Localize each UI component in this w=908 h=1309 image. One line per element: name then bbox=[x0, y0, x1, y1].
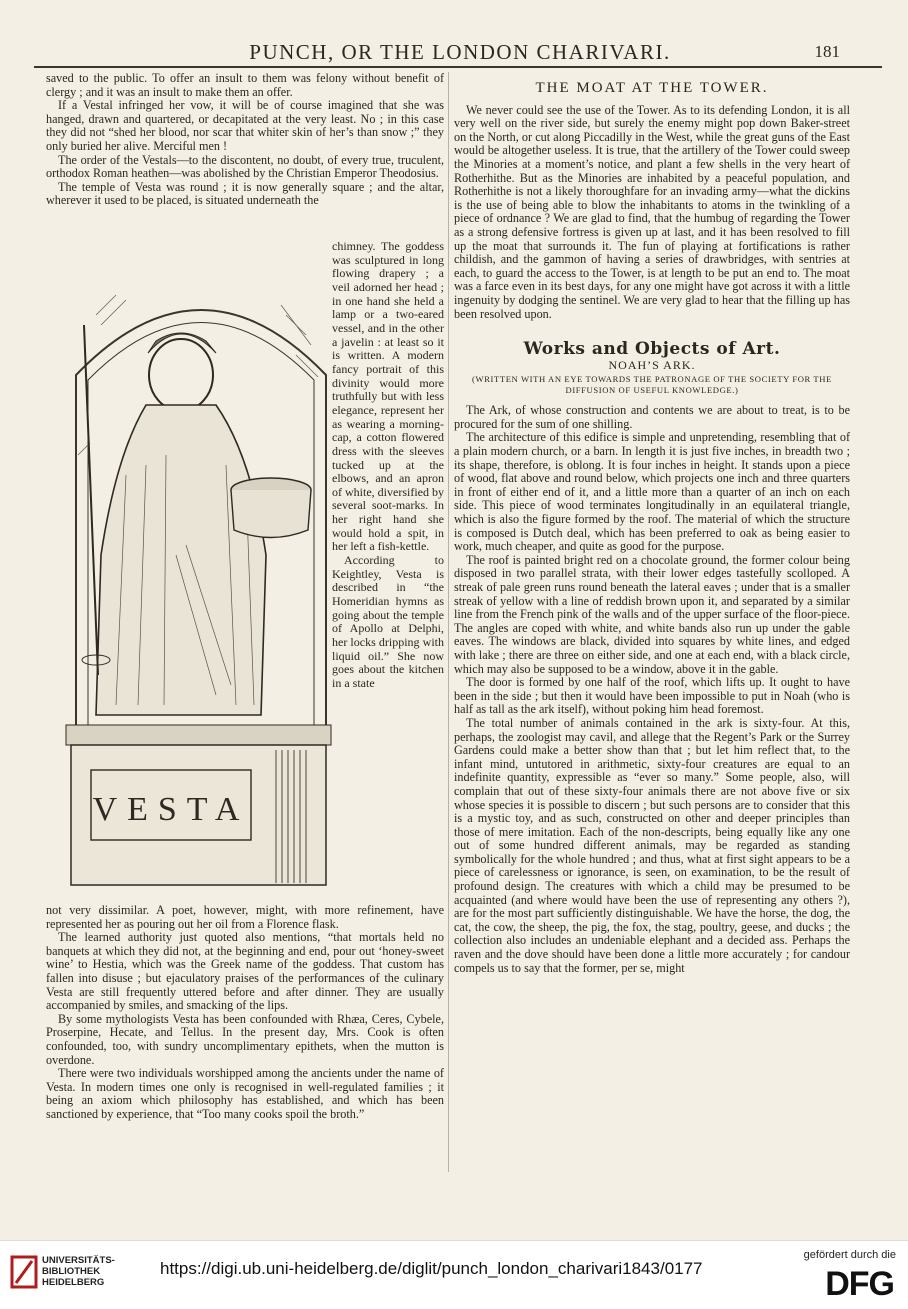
header-rule bbox=[34, 66, 882, 68]
library-seal-icon bbox=[10, 1253, 40, 1293]
right-column bbox=[454, 72, 850, 975]
paragraph: The order of the Vestals—to the discontent, no doubt, of every true, truculent, orthodox Roman heathen—was abolished by the Christian Emperor Theodosius. bbox=[46, 152, 444, 181]
article-heading: THE MOAT AT THE TOWER. bbox=[535, 80, 769, 96]
library-name-line: HEIDELBERG bbox=[42, 1277, 105, 1288]
paragraph: According to Keightley, Vesta is described in “the Homeridian hymns as going about the temple of Apollo at Delphi, her locks dripping with liquid oil.” She now goes about the kitchen in a state bbox=[332, 553, 444, 690]
vesta-illustration bbox=[56, 255, 346, 900]
paragraph: The architecture of this edifice is simple and unpretending, resembling that of a plain modern church, or a barn. In length it is just five inches, in breadth two ; its shape, therefore, is oblong. It is four inches in height. It stands upon a piece of wood, flat above and round below, which projects one inch and three quarters in front of either end of it, and a little more than a quarter of an inch on each side. This piece of wood terminates longitudinally in an equilateral triangle, which is also the figure formed by the roof. The material of which the structure is composed is Dutch deal, which has been preferred to oak as being easier to work, much cheaper, and quite as good for the purpose. bbox=[454, 430, 850, 554]
permalink[interactable]: https://digi.ub.uni-heidelberg.de/diglit/punch_london_charivari1843/0177 bbox=[160, 1259, 703, 1278]
library-name-line: BIBLIOTHEK bbox=[42, 1266, 101, 1277]
left-column bbox=[46, 72, 444, 208]
paragraph: We never could see the use of the Tower. As to its defending London, it is all very well on the river side, but surely the enemy might pop down Baker-street on the North, or cut along Piccadilly in the West, while the great guns of the East would be altogether useless. It is true, that the artillery of the Tower could sweep the Minories at a moment’s notice, and plant a few shells in the very heart of Rotherhithe. But as the Minories are inhabited by a peaceful population, and Rotherhithe is not a likely thoroughfare for an invading army—what the dickins is the use of being able to blow the inhabitants to atoms in the twinkling of a piece of ordnance ? We are glad to find, that the humbug of regarding the Tower as a strong defensive fortress is given up at last, and it has been resolved to fill up the moat that surrounds it. The fun of playing at fortifications is rather childish, and the gammon of having a series of drawbridges, with sentries at each, to guard the access to the Tower, is at length to be put an end to. The moat was a farce even in its best days, for any one might have got across it with a little ingenuity by dodging the sentinel. We are very glad to hear that the filling up has been resolved upon. bbox=[454, 102, 850, 321]
library-name bbox=[42, 1255, 115, 1288]
page-title: PUNCH, OR THE LONDON CHARIVARI. bbox=[249, 40, 671, 64]
paragraph: The door is formed by one half of the roof, which lifts up. It ought to have been in the side ; but then it would have been impossible to put in Noah (who is half as tall as the ark itself), without poking him head foremost. bbox=[454, 675, 850, 717]
section-heading: Works and Objects of Art. bbox=[523, 339, 781, 360]
paragraph: The total number of animals contained in the ark is sixty-four. At this, perhaps, the zoologist may cavil, and allege that the Regent’s Park or the Surrey Gardens could make a better show than that ; but let him reflect that, to the infant mind, untutored in arithmetic, sixty-four creatures are equal to an indefinite quantity, expressible as “ever so many.” Some people, also, will complain that out of these sixty-four animals there are not above five or six whose species it is possible to discern ; but such persons are to consider that this is a mystic toy, and as such, constructed on other and deeper principles than those of mere imitation. Each of the non-descripts, being equally like any one out of some hundred different animals, may be regarded as standing symbolically for the whole hundred ; and thus, what at first sight appears to be a piece of carelessness or ignorance, is seen, on examination, to be the result of profound design. The creatures with which a child may be presumed to be acquainted (and where would have been the use of representing any others ?), are for the most part sufficiently distinguishable. We have the horse, the dog, the cat, the cow, the sheep, the pig, the fox, the stag, poultry, geese, and ducks ; the collection also includes an undeniable elephant and a decided ass. Perhaps the raven and the dove should have been done a little more accurately ; for candour compels us to say that the former, per se, might bbox=[454, 715, 850, 975]
paragraph: The learned authority just quoted also mentions, “that mortals held no banquets at which they did not, at the beginning and end, pour out ‘honey-sweet wine’ to Hestia, which was the Greek name of the goddess. That custom has fallen into disuse ; but ejaculatory praises of the performances of the culinary Vesta are still frequently uttered before and after dinner. They are usually accompanied by smiles, and smacking of the lips. bbox=[46, 930, 444, 1013]
article-subtitle: NOAH’S ARK. bbox=[608, 357, 696, 372]
paragraph: saved to the public. To offer an insult to them was felony without benefit of clergy ; and it was an insult to make them an offer. bbox=[46, 71, 444, 99]
funding-label: gefördert durch die bbox=[803, 1249, 896, 1261]
paragraph: not very dissimilar. A poet, however, might, with more refinement, have represented her as pouring out her oil from a Florence flask. bbox=[46, 903, 444, 931]
paragraph: chimney. The goddess was sculptured in long flowing drapery ; a veil adorned her head ; in one hand she held a lamp or a two-eared vessel, and in the other a javelin : at least so it is written. A modern fancy portrait of this divinity would more truthfully but with less elegance, represent her as wearing a morning-cap, a cotton flowered dress with the sleeves tucked up at the elbows, and an apron of white, diversified by several soot-marks. In her right hand she would hold a spit, in her left a fish-kettle. bbox=[332, 239, 444, 554]
page-number: 181 bbox=[814, 42, 840, 61]
left-column-bottom bbox=[46, 904, 444, 1122]
paragraph: If a Vestal infringed her vow, it will be of course imagined that she was hanged, drawn and quartered, or decapitated at the very least. No ; in this case they did not “shed her blood, nor scar that whiter skin of her’s than snow ;” they only buried her alive. Merciful men ! bbox=[46, 98, 444, 153]
article-note: (WRITTEN WITH AN EYE TOWARDS THE PATRONAGE OF THE SOCIETY FOR THE DIFFUSION OF USEFUL KNOWLEDGE.) bbox=[472, 374, 832, 396]
paragraph: The Ark, of whose construction and contents we are about to treat, is to be procured for the sum of one shilling. bbox=[454, 403, 850, 431]
paragraph: By some mythologists Vesta has been confounded with Rhæa, Ceres, Cybele, Proserpine, Hecate, and Tellus. In the present day, Mrs. Cook is often confounded, too, with sundry uncomplimentary epithets, when the mutton is overdone. bbox=[46, 1011, 444, 1067]
paragraph: The roof is painted bright red on a chocolate ground, the former colour being disposed in two parallel strata, with their lower edges tastefully scolloped. A streak of pale green runs round beneath the lateral eaves ; under that is a smaller streak of yellow with a line of reddish brown upon it, and separated by a similar line from the French pink of the walls and of the upper surface of the floor-piece. The angles are coped with white, and white bands also run up under the gable eaves. The windows are black, divided into squares by white lines, and edged with lake ; there are three on either side, and one at each end, with a black circle, which may also be supposed to be a window, above it in the gable. bbox=[454, 552, 850, 676]
paragraph: The temple of Vesta was round ; it is now generally square ; and the altar, wherever it used to be placed, is situated underneath the bbox=[46, 179, 444, 208]
wrap-column bbox=[332, 240, 444, 691]
paragraph: There were two individuals worshipped among the ancients under the name of Vesta. In modern times one only is recognised in well-regulated families ; it being an axiom which philosophy has established, and which has been sanctioned by experience, that “Too many cooks spoil the broth.” bbox=[46, 1066, 444, 1121]
figure-label: VESTA bbox=[92, 791, 250, 828]
column-divider bbox=[448, 72, 449, 1172]
page-header bbox=[60, 40, 860, 64]
dfg-logo[interactable]: DFG bbox=[825, 1265, 894, 1303]
library-name-line: UNIVERSITÄTS- bbox=[42, 1255, 115, 1266]
viewer-footer bbox=[0, 1240, 908, 1309]
